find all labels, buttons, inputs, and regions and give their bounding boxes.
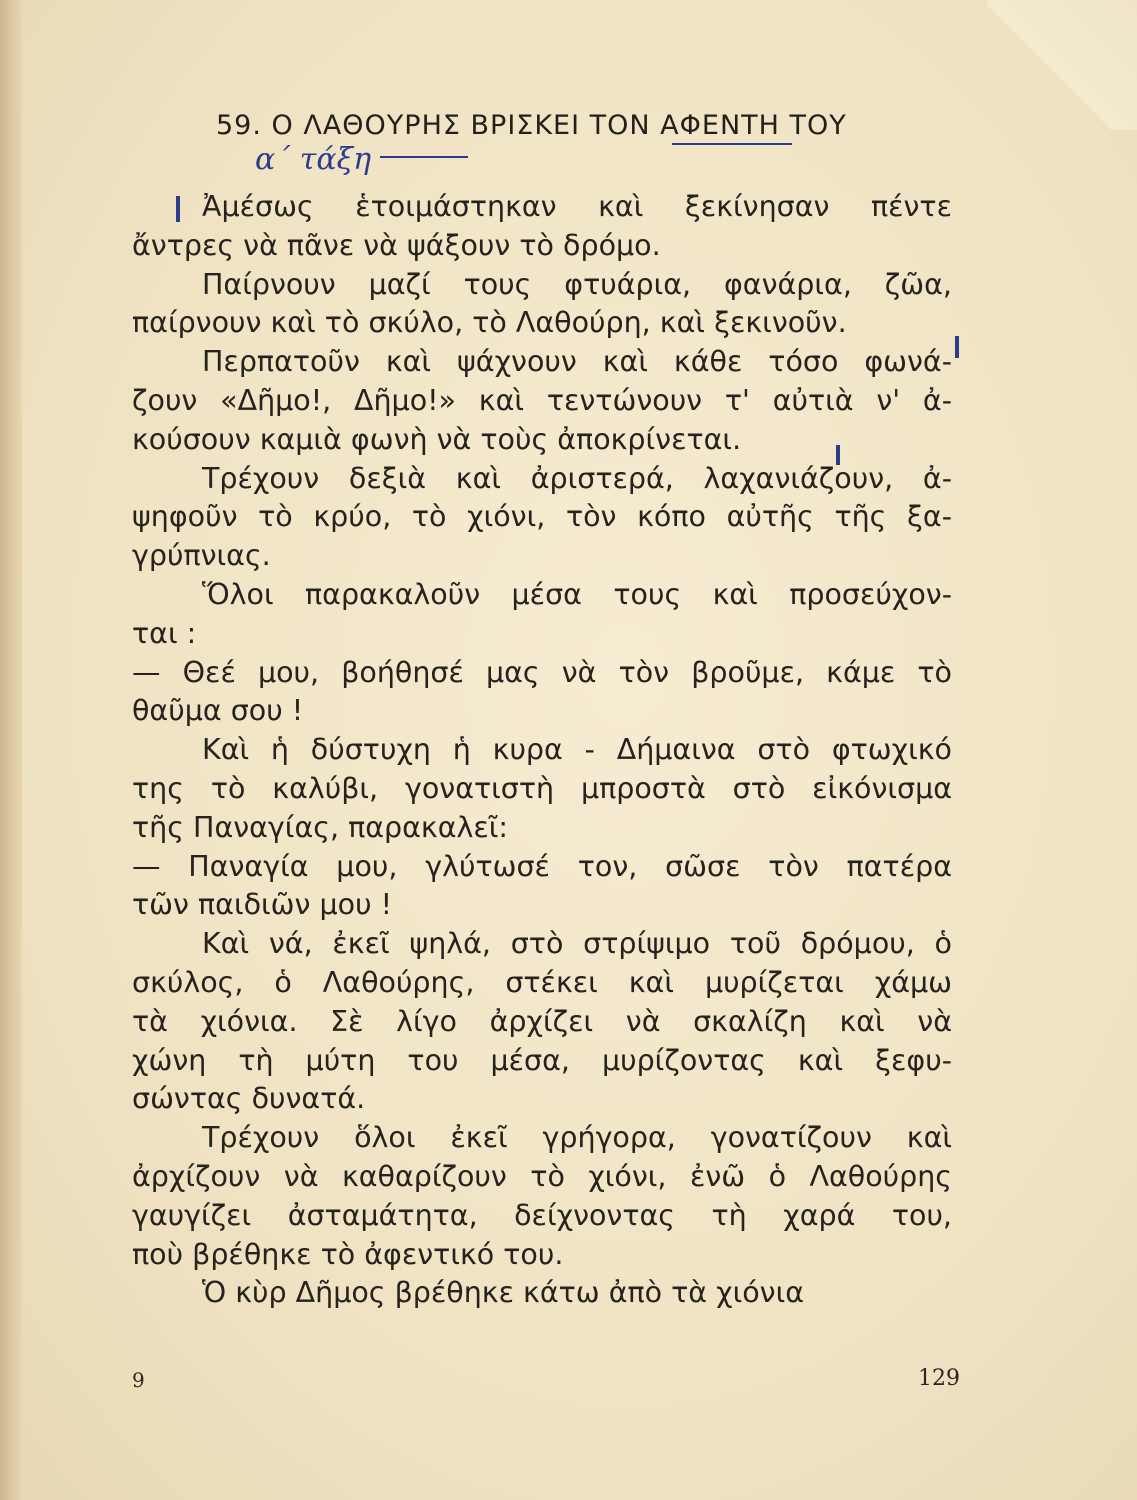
text-line: Ὁ κὺρ Δῆμος βρέθηκε κάτω ἀπὸ τὰ χιόνια <box>202 1276 805 1310</box>
page-corner-fold <box>987 0 1137 130</box>
paragraph <box>132 654 952 732</box>
text-line: Τρέχουν ὅλοι ἐκεῖ γρήγορα, γονατίζουν καὶ <box>202 1121 952 1155</box>
text-line: χώνη τὴ μύτη του μέσα, μυρίζοντας καὶ ξεφυ- <box>132 1043 952 1077</box>
text-line: ψηφοῦν τὸ κρύο, τὸ χιόνι, τὸν κόπο αὐτῆς τῆς ξα- <box>132 500 952 534</box>
paragraph <box>132 188 952 266</box>
text-line: της τὸ καλύβι, γονατιστὴ μπροστὰ στὸ εἰκόνισμα <box>132 771 952 805</box>
page-spine <box>0 0 22 1500</box>
text-line: — Παναγία μου, γλύτωσέ τον, σῶσε τὸν πατέρα <box>132 849 952 883</box>
text-line: ται : <box>132 616 197 650</box>
text-line: σώντας δυνατά. <box>132 1082 366 1116</box>
chapter-heading: 59. Ο ΛΑΘΟΥΡΗΣ ΒΡΙΣΚΕΙ ΤΟΝ ΑΦΕΝΤΗ ΤΟΥ <box>216 110 847 141</box>
handwritten-note: α΄ τάξη <box>255 142 372 177</box>
text-line: Ἀμέσως ἑτοιμάστηκαν καὶ ξεκίνησαν πέντε <box>202 190 952 223</box>
text-line: Περπατοῦν καὶ ψάχνουν καὶ κάθε τόσο φωνά- <box>202 345 952 379</box>
paragraph <box>132 848 952 926</box>
margin-pen-mark <box>955 336 959 358</box>
text-line: Καὶ νά, ἐκεῖ ψηλά, στὸ στρίψιμο τοῦ δρόμου, ὁ <box>202 927 952 961</box>
text-line: γρύπνιας. <box>132 539 271 573</box>
text-line: Παίρνουν μαζί τους φτυάρια, φανάρια, ζῶα, <box>202 267 952 301</box>
text-line: κούσουν καμιὰ φωνὴ νὰ τοὺς ἀποκρίνεται. <box>132 422 742 456</box>
text-line: παίρνουν καὶ τὸ σκύλο, τὸ Λαθούρη, καὶ ξεκινοῦν. <box>132 306 847 340</box>
text-line: ζουν «Δῆμο!, Δῆμο!» καὶ τεντώνουν τ' αὐτιὰ ν' ἀ- <box>132 383 952 417</box>
text-line: Ὅλοι παρακαλοῦν μέσα τους καὶ προσεύχον- <box>202 577 952 611</box>
text-line: θαῦμα σου ! <box>132 694 304 728</box>
paragraph <box>132 1274 952 1313</box>
handwritten-note-line <box>380 156 468 158</box>
text-line: σκύλος, ὁ Λαθούρης, στέκει καὶ μυρίζεται χάμω <box>132 965 952 999</box>
text-line: Καὶ ἡ δύστυχη ἡ κυρα - Δήμαινα στὸ φτωχικό <box>202 733 952 767</box>
body-text <box>132 188 952 1313</box>
heading-underline-mark <box>672 143 792 145</box>
paragraph <box>132 343 952 459</box>
text-line: τῆς Παναγίας, παρακαλεῖ: <box>132 810 508 844</box>
text-line: — Θεέ μου, βοήθησέ μας νὰ τὸν βροῦμε, κάμε τὸ <box>132 655 952 689</box>
text-line: ποὺ βρέθηκε τὸ ἀφεντικό του. <box>132 1237 564 1271</box>
text-line: γαυγίζει ἀσταμάτητα, δείχνοντας τὴ χαρά του, <box>132 1198 952 1232</box>
text-line: τὰ χιόνια. Σὲ λίγο ἀρχίζει νὰ σκαλίζη καὶ νὰ <box>132 1004 952 1038</box>
paragraph <box>132 731 952 847</box>
text-line: τῶν παιδιῶν μου ! <box>132 888 393 922</box>
text-line: ἄντρες νὰ πᾶνε νὰ ψάξουν τὸ δρόμο. <box>132 228 661 262</box>
text-line: ἀρχίζουν νὰ καθαρίζουν τὸ χιόνι, ἐνῶ ὁ Λαθούρης <box>132 1159 952 1193</box>
paragraph <box>132 1119 952 1274</box>
signature-mark: 9 <box>132 1368 145 1392</box>
paragraph <box>132 266 952 344</box>
page-number: 129 <box>918 1366 960 1391</box>
paragraph <box>132 576 952 654</box>
text-line: Τρέχουν δεξιὰ καὶ ἀριστερά, λαχανιάζουν, ἀ- <box>202 461 952 495</box>
paragraph <box>132 460 952 576</box>
paragraph <box>132 925 952 1119</box>
